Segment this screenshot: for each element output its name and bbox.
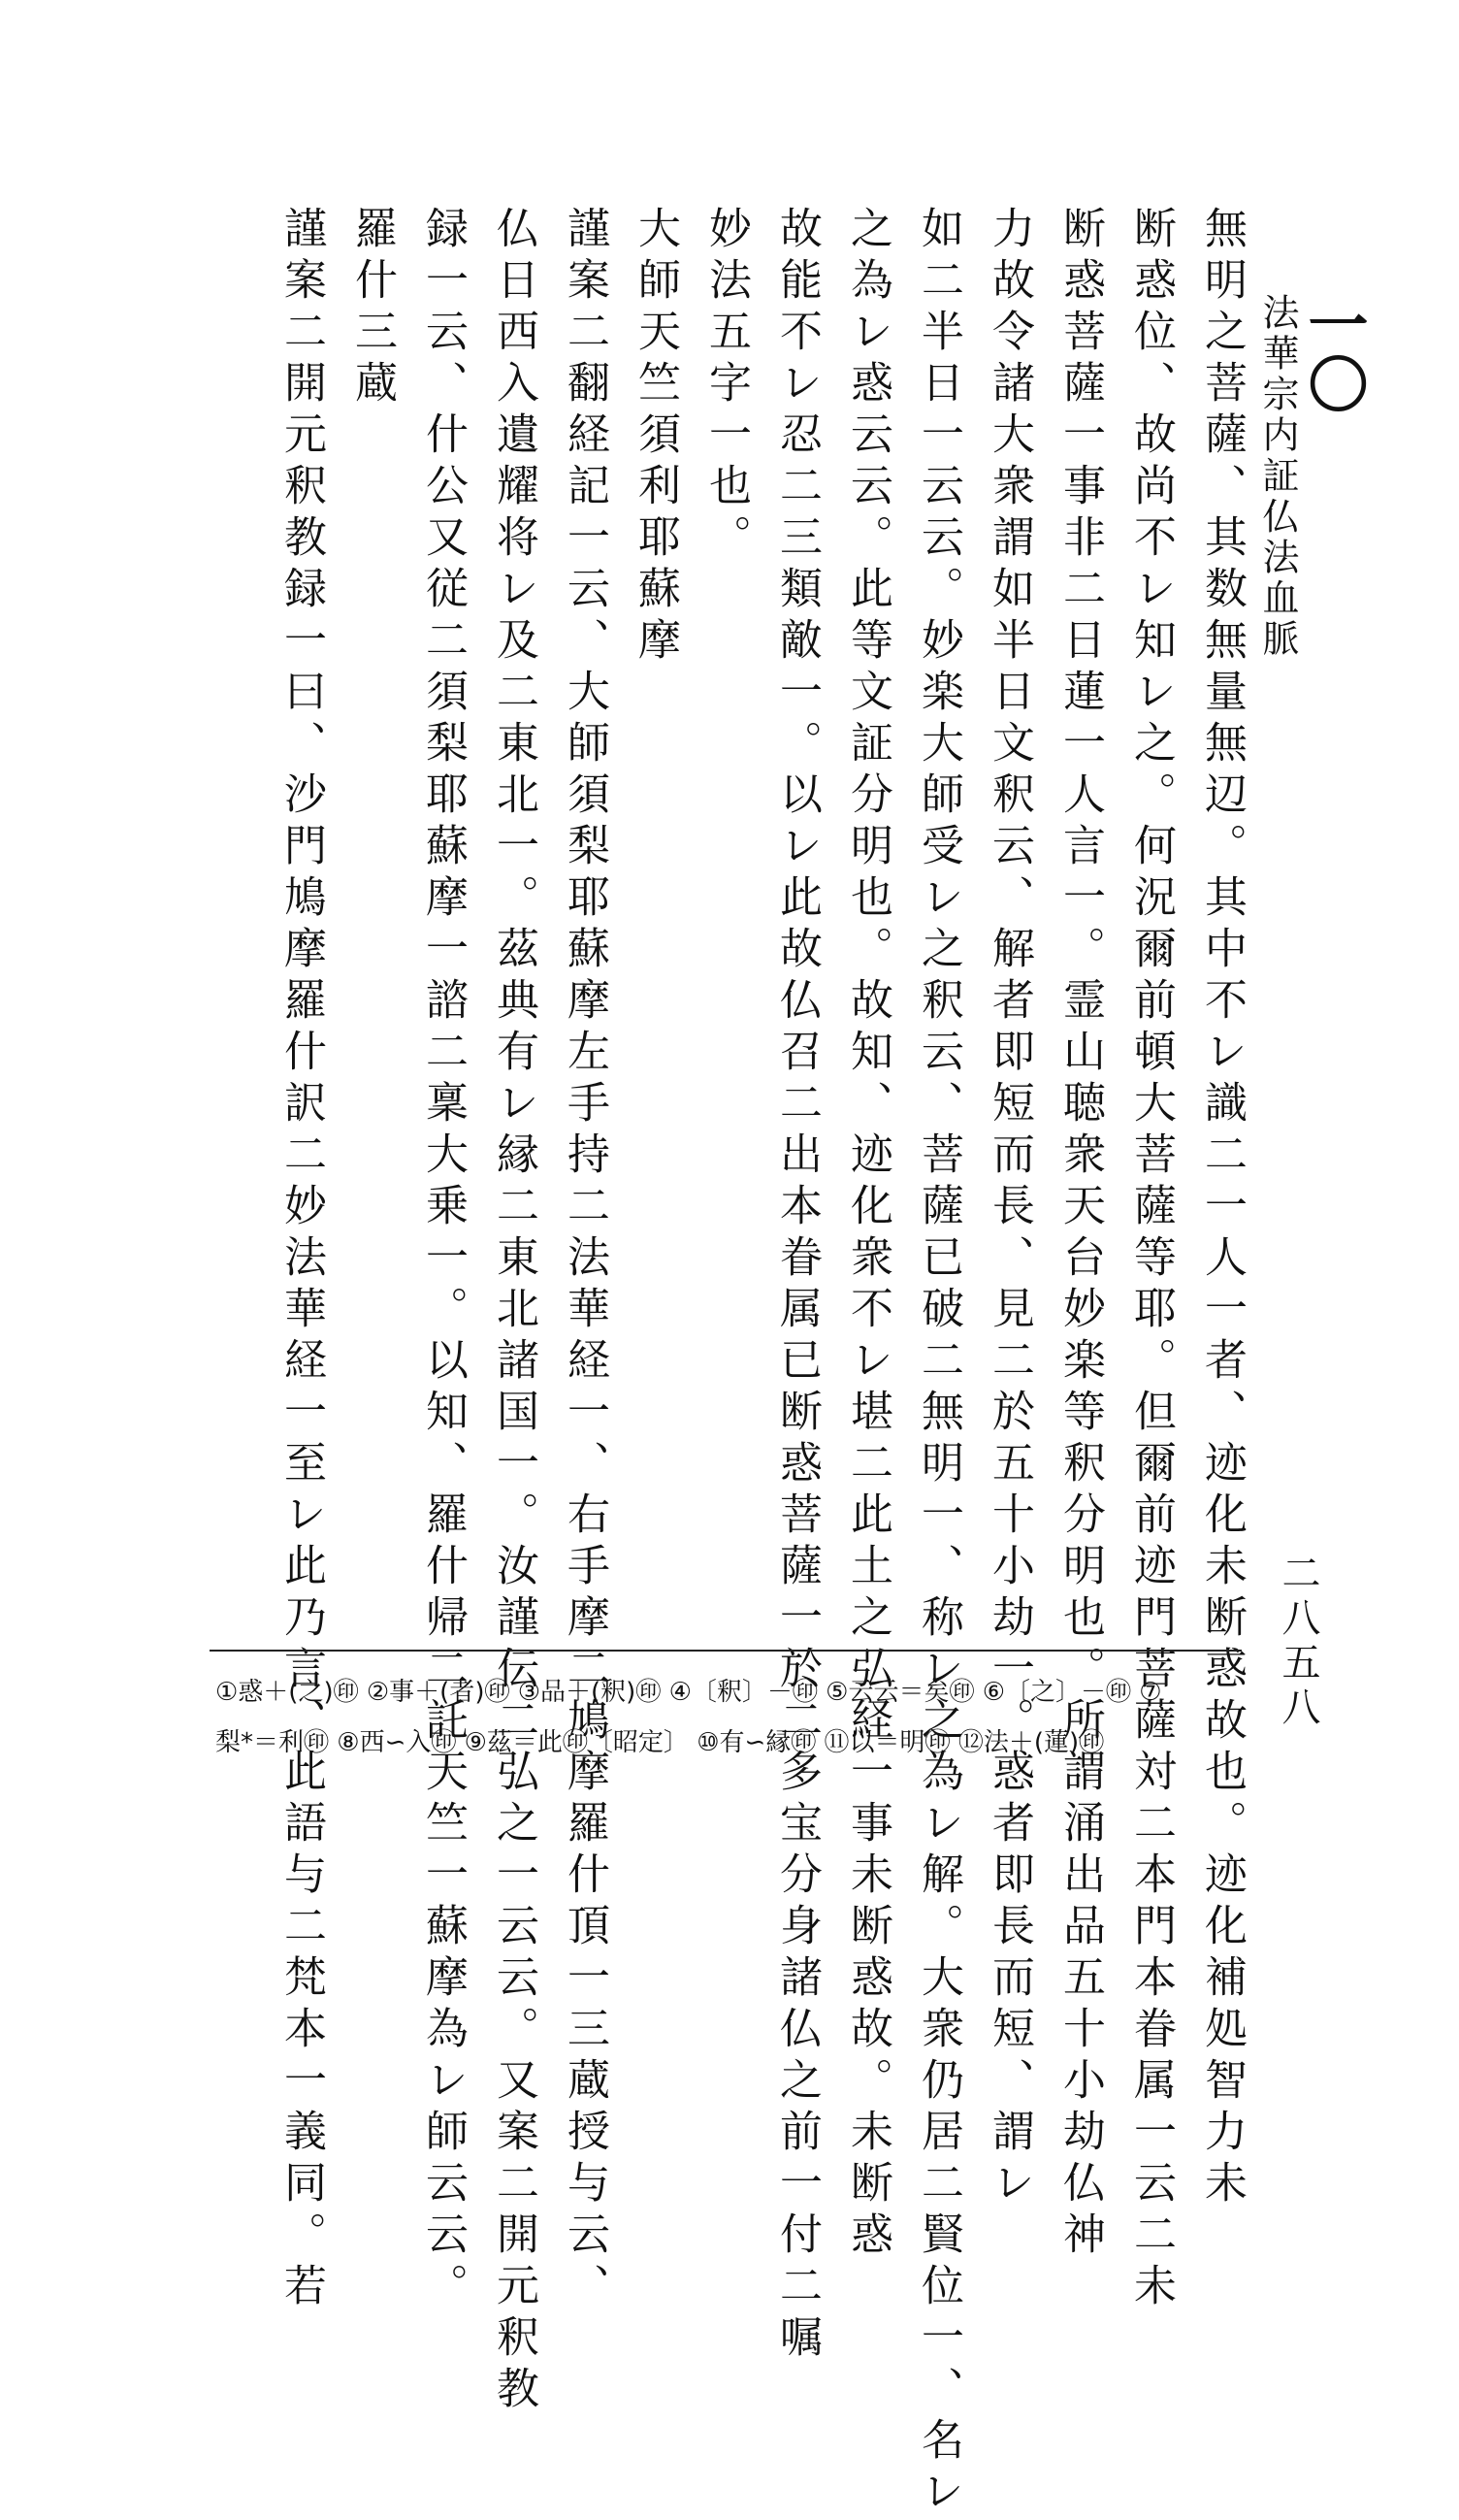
text-column: 力故令諸大衆謂如半日文釈云、解者即短而長、見二於五十小劫一。惑者即長而短、謂レ [985, 206, 1034, 2211]
footnote-divider [210, 1650, 1242, 1652]
running-header-title: 法華宗内証仏法血脈 [1256, 293, 1299, 660]
text-column: 録一云、什公又従二須梨耶蘇摩一諮二稟大乗一。以知、羅什帰二託天竺一蘇摩為レ師云云。 [418, 206, 468, 2314]
text-column: 断惑位、故尚不レ知レ之。何況爾前頓大菩薩等耶。但爾前迹門菩薩対二本門本眷属一云二未 [1126, 206, 1176, 2314]
text-column: 故能不レ忍二三類敵一。以レ此故仏召二出本眷属已断惑菩薩一於二多宝分身諸仏之前一付二嘱 [772, 206, 822, 2366]
footnote-line: 梨*＝利㊞ ⑧西∽入㊞ ⑨茲＝此㊞〔昭定〕 ⑩有∽縁㊞ ⑪以＝明㊞ ⑫法＋(蓮)㊞ [215, 1728, 1105, 1757]
text-column: 謹案二開元釈教録一曰、沙門鳩摩羅什訳二妙法華経一至レ此乃言、此語与二梵本一義同。若 [276, 206, 326, 2314]
text-column: 無明之菩薩、其数無量無辺。其中不レ識二一人一者、迹化未断惑故也。迹化補処智力未 [1197, 206, 1247, 2211]
section-heading: 羅什三蔵 [347, 206, 397, 411]
section-heading: 大師天竺須利耶蘇摩 [631, 206, 680, 669]
text-column: 妙法五字一也。 [701, 206, 751, 566]
page-number: 二八五八 [1276, 1553, 1320, 1731]
chapter-number: 一〇 [1298, 293, 1369, 413]
text-column: 仏日西入遺耀将レ及二東北一。茲典有レ縁二東北諸国一。汝謹伝二弘之一云云。又案二開元釈教 [489, 206, 538, 2417]
footnotes [215, 1667, 1244, 1768]
text-column: 謹案二翻経記一云、大師須梨耶蘇摩左手持二法華経一、右手摩二鳩摩羅什頂一三蔵授与云、 [560, 206, 609, 2314]
text-column: 之為レ惑云云。此等文証分明也。故知、迹化衆不レ堪二此土之弘経一事未断惑故。未断惑 [843, 206, 892, 2263]
text-column: 如二半日一云云。妙楽大師受レ之釈云、菩薩已破二無明一、称レ之為レ解。大衆仍居二賢位一、名レ [914, 206, 963, 2520]
footnote-line: ①惑＋(之)㊞ ②事＋(者)㊞ ③品＋(釈)㊞ ④〔釈〕－㊞ ⑤云云＝矣㊞ ⑥〔之〕－㊞ ⑦ [215, 1678, 1162, 1707]
text-column: 断惑菩薩一事非二日蓮一人言一。霊山聴衆天台妙楽等釈分明也。所謂涌出品五十小劫仏神 [1055, 206, 1105, 2263]
